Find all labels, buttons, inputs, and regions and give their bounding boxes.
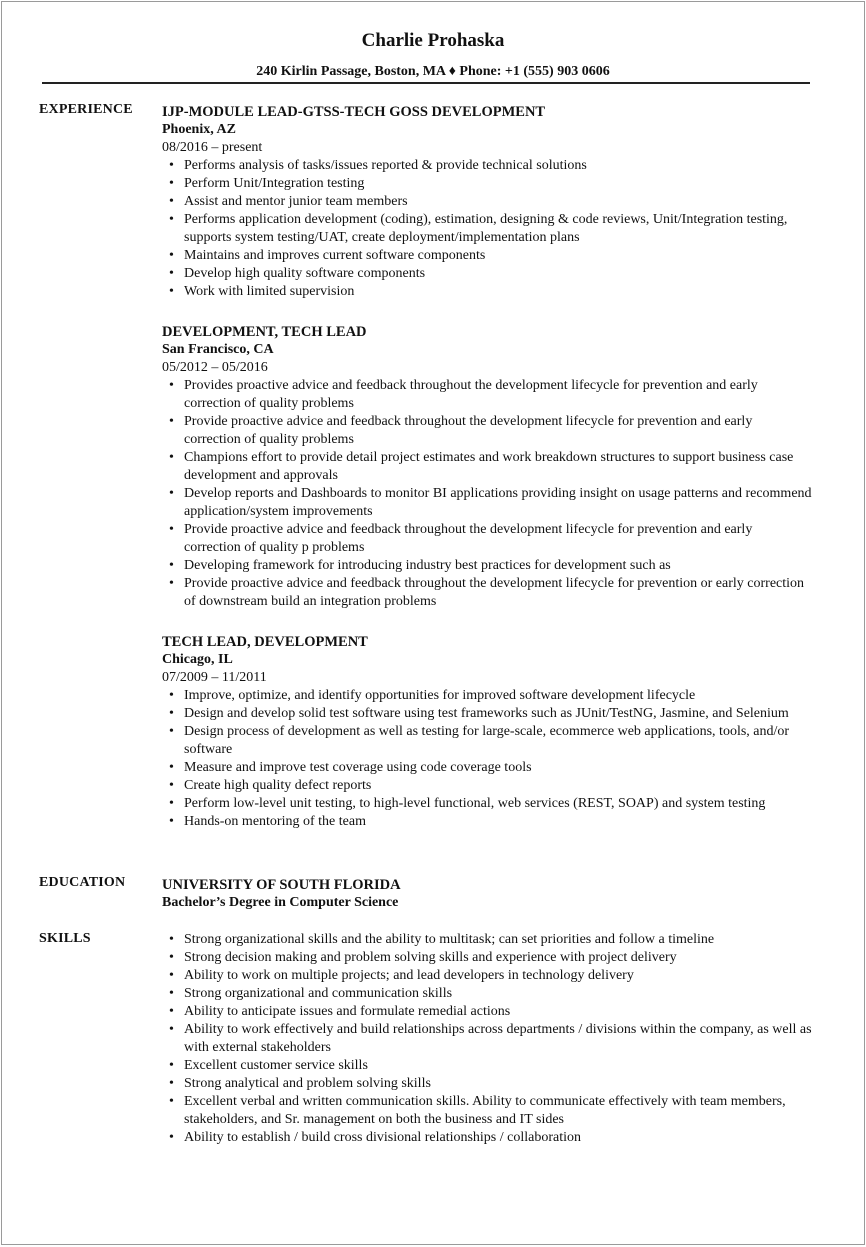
list-item: • Perform Unit/Integration testing — [162, 175, 812, 193]
list-item: • Ability to establish / build cross divisional relationships / collaboration — [162, 1129, 812, 1147]
list-item: • Strong organizational skills and the ability to multitask; can set priorities and follow a timeline — [162, 931, 812, 949]
list-item: • Ability to work effectively and build relationships across departments / divisions within the company, as well as with external stakeholders — [162, 1021, 812, 1057]
job-title: IJP-MODULE LEAD-GTSS-TECH GOSS DEVELOPMENT — [162, 104, 546, 120]
skills-section — [162, 931, 812, 1147]
list-item: • Provide proactive advice and feedback throughout the development lifecycle for prevention and early correction of quality p problems — [162, 521, 812, 557]
job-title: TECH LEAD, DEVELOPMENT — [162, 634, 368, 650]
contact-line: 240 Kirlin Passage, Boston, MA ♦ Phone: +1 (555) 903 0606 — [256, 64, 610, 79]
list-item: • Work with limited supervision — [162, 283, 812, 301]
list-item: • Excellent verbal and written communication skills. Ability to communicate effectively with team members, stakeholders, and Sr. management on both the business and IT sides — [162, 1093, 812, 1129]
skills-list — [162, 931, 812, 1147]
job-entry — [162, 633, 812, 831]
list-item: • Strong analytical and problem solving skills — [162, 1075, 812, 1093]
job-bullets — [162, 377, 812, 611]
list-item: • Developing framework for introducing industry best practices for development such as — [162, 557, 812, 575]
list-item: • Develop high quality software components — [162, 265, 812, 283]
job-location: San Francisco, CA — [162, 342, 274, 357]
candidate-name: Charlie Prohaska — [361, 30, 505, 51]
education-label: EDUCATION — [39, 875, 126, 890]
list-item: • Ability to work on multiple projects; and lead developers in technology delivery — [162, 967, 812, 985]
list-item: • Performs analysis of tasks/issues reported & provide technical solutions — [162, 157, 812, 175]
job-title: DEVELOPMENT, TECH LEAD — [162, 324, 367, 340]
list-item: • Create high quality defect reports — [162, 777, 812, 795]
job-dates: 05/2012 – 05/2016 — [162, 360, 268, 375]
experience-label: EXPERIENCE — [39, 102, 133, 117]
list-item: • Strong organizational and communication skills — [162, 985, 812, 1003]
list-item: • Measure and improve test coverage using code coverage tools — [162, 759, 812, 777]
list-item: • Design process of development as well as testing for large-scale, ecommerce web applications, tools, and/or software — [162, 723, 812, 759]
school-name: UNIVERSITY OF SOUTH FLORIDA — [162, 877, 401, 893]
degree: Bachelor’s Degree in Computer Science — [162, 895, 399, 910]
job-bullets — [162, 157, 812, 301]
header-divider — [42, 82, 810, 84]
experience-section — [162, 103, 812, 853]
job-entry — [162, 103, 812, 301]
list-item: • Develop reports and Dashboards to monitor BI applications providing insight on usage patterns and recommend application/system improvements — [162, 485, 812, 521]
list-item: • Ability to anticipate issues and formulate remedial actions — [162, 1003, 812, 1021]
job-location: Chicago, IL — [162, 652, 233, 667]
skills-label: SKILLS — [39, 931, 91, 946]
job-dates: 08/2016 – present — [162, 140, 263, 155]
list-item: • Provide proactive advice and feedback throughout the development lifecycle for prevention or early correction of downstream build an integration problems — [162, 575, 812, 611]
list-item: • Assist and mentor junior team members — [162, 193, 812, 211]
list-item: • Design and develop solid test software using test frameworks such as JUnit/TestNG, Jasmine, and Selenium — [162, 705, 812, 723]
list-item: • Provides proactive advice and feedback throughout the development lifecycle for prevention and early correction of quality problems — [162, 377, 812, 413]
job-location: Phoenix, AZ — [162, 122, 236, 137]
job-dates: 07/2009 – 11/2011 — [162, 670, 267, 685]
job-entry — [162, 323, 812, 611]
list-item: • Improve, optimize, and identify opportunities for improved software development lifecycle — [162, 687, 812, 705]
list-item: • Champions effort to provide detail project estimates and work breakdown structures to support business case development and approvals — [162, 449, 812, 485]
list-item: • Perform low-level unit testing, to high-level functional, web services (REST, SOAP) and system testing — [162, 795, 812, 813]
list-item: • Hands-on mentoring of the team — [162, 813, 812, 831]
education-section — [162, 876, 812, 912]
list-item: • Strong decision making and problem solving skills and experience with project delivery — [162, 949, 812, 967]
job-bullets — [162, 687, 812, 831]
resume-page — [1, 1, 865, 1245]
list-item: • Provide proactive advice and feedback throughout the development lifecycle for prevention and early correction of quality problems — [162, 413, 812, 449]
list-item: • Performs application development (coding), estimation, designing & code reviews, Unit/Integration testing, supports system testing/UAT, create deployment/implementation plans — [162, 211, 812, 247]
list-item: • Maintains and improves current software components — [162, 247, 812, 265]
list-item: • Excellent customer service skills — [162, 1057, 812, 1075]
